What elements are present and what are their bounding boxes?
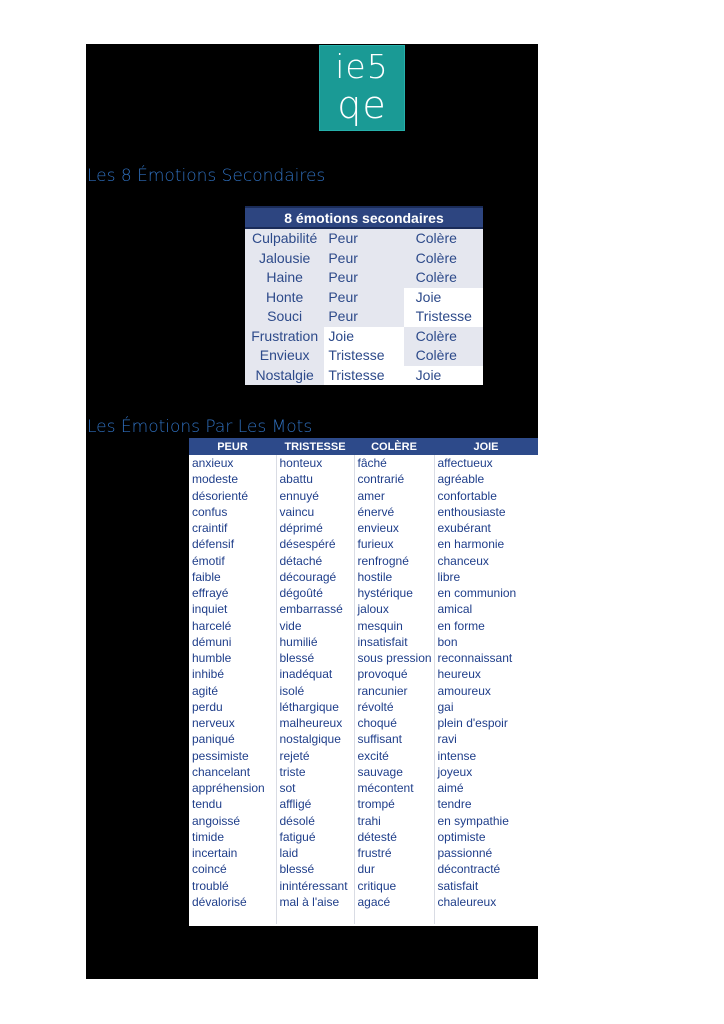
primary-emotion-cell: Colère (404, 249, 483, 269)
emotion-word-cell: tendre (434, 796, 538, 812)
table-row (189, 796, 538, 812)
empty-cell (276, 910, 354, 924)
emotion-word-cell: craintif (192, 521, 228, 536)
emotion-word-cell: critique (354, 878, 434, 894)
emotion-word-cell: sot (276, 780, 354, 796)
secondary-table-row (245, 268, 483, 288)
table-row (189, 520, 538, 536)
emotion-word-cell: jaloux (354, 601, 434, 617)
emotion-word-cell: dévalorisé (192, 894, 247, 909)
emotion-word-cell: intense (434, 748, 538, 764)
emotion-word-cell: appréhension (192, 781, 265, 796)
column-header: JOIE (434, 438, 538, 455)
emotion-word-cell: dégoûté (276, 585, 354, 601)
emotion-word-cell: blessé (276, 861, 354, 877)
table-row (189, 585, 538, 601)
emotion-word-cell: excité (354, 748, 434, 764)
emotion-word-cell: angoissé (192, 813, 241, 828)
emotion-word-cell: malheureux (276, 715, 354, 731)
emotion-word-cell: rejeté (276, 748, 354, 764)
primary-emotion-cell: Peur (324, 228, 403, 249)
emotion-word-cell: nostalgique (276, 731, 354, 747)
primary-emotion-cell: Tristesse (324, 366, 403, 386)
emotion-word-cell: désespéré (276, 536, 354, 552)
emotion-word-cell: mesquin (354, 618, 434, 634)
emotion-word-cell: paniqué (192, 732, 235, 747)
secondary-table-row (245, 228, 483, 249)
table-row (189, 536, 538, 552)
emotion-word-cell: décontracté (434, 861, 538, 877)
table-row (189, 878, 538, 894)
secondary-emotion-cell: Nostalgie (245, 366, 324, 386)
emotion-word-cell: laid (276, 845, 354, 861)
emotion-word-cell: gai (434, 699, 538, 715)
column-header: PEUR (189, 438, 276, 455)
emotion-word-cell: dur (354, 861, 434, 877)
emotion-word-cell: en communion (434, 585, 538, 601)
emotion-word-cell: blessé (276, 650, 354, 666)
emotion-word-cell: inhibé (192, 667, 225, 682)
secondary-emotion-cell: Frustration (245, 327, 324, 347)
secondary-table-row (245, 307, 483, 327)
emotion-word-cell: confortable (434, 488, 538, 504)
table-row (189, 894, 538, 910)
emotion-word-cell: joyeux (434, 764, 538, 780)
emotion-word-cell: sous pression (354, 650, 434, 666)
emotion-word-cell: contrarié (354, 471, 434, 487)
emotion-word-cell: trahi (354, 813, 434, 829)
emotion-word-cell: anxieux (192, 456, 234, 471)
primary-emotion-cell: Joie (404, 366, 483, 386)
emotion-word-cell: rancunier (354, 683, 434, 699)
table-row (189, 569, 538, 585)
emotion-word-cell: honteux (276, 455, 354, 471)
secondary-table-row (245, 249, 483, 269)
empty-row (189, 910, 538, 924)
emotion-word-cell: énervé (354, 504, 434, 520)
emotion-word-cell: suffisant (354, 731, 434, 747)
primary-emotion-cell: Colère (404, 228, 483, 249)
table-row (189, 764, 538, 780)
emotion-word-cell: faible (192, 569, 221, 584)
emotion-word-cell: passionné (434, 845, 538, 861)
emotion-word-cell: en forme (434, 618, 538, 634)
primary-emotion-cell: Colère (404, 346, 483, 366)
emotion-word-cell: affectueux (434, 455, 538, 471)
secondary-table-row (245, 327, 483, 347)
emotion-word-cell: furieux (354, 536, 434, 552)
emotion-words-table (189, 438, 538, 924)
logo-line-2: qe (337, 83, 387, 127)
emotion-word-cell: démuni (192, 634, 232, 649)
logo-line-1: ie5 (335, 47, 389, 86)
table-row (189, 748, 538, 764)
emotion-word-cell: timide (192, 829, 225, 844)
emotion-word-cell: effrayé (192, 586, 229, 601)
emotion-word-cell: nerveux (192, 716, 235, 731)
secondary-emotion-cell: Jalousie (245, 249, 324, 269)
emotion-word-cell: chancelant (192, 764, 251, 779)
emotion-word-cell: modeste (192, 472, 239, 487)
emotion-word-cell: libre (434, 569, 538, 585)
emotion-word-cell: ennuyé (276, 488, 354, 504)
emotion-word-cell: fatigué (276, 829, 354, 845)
emotion-word-cell: vaincu (276, 504, 354, 520)
table-row (189, 666, 538, 682)
table-row (189, 715, 538, 731)
primary-emotion-cell: Joie (324, 327, 403, 347)
emotion-word-cell: enthousiaste (434, 504, 538, 520)
column-header: TRISTESSE (276, 438, 354, 455)
emotion-word-cell: provoqué (354, 666, 434, 682)
emotion-word-cell: incertain (192, 846, 238, 861)
emotion-word-cell: détaché (276, 553, 354, 569)
primary-emotion-cell: Peur (324, 268, 403, 288)
secondary-emotions-heading: Les 8 Émotions Secondaires (87, 166, 326, 186)
emotion-word-cell: inadéquat (276, 666, 354, 682)
empty-cell (434, 910, 538, 924)
table-row (189, 731, 538, 747)
primary-emotion-cell: Colère (404, 327, 483, 347)
primary-emotion-cell: Colère (404, 268, 483, 288)
emotion-word-cell: affligé (276, 796, 354, 812)
emotion-word-cell: frustré (354, 845, 434, 861)
emotion-word-cell: mal à l'aise (276, 894, 354, 910)
emotion-word-cell: heureux (434, 666, 538, 682)
emotion-word-cell: tendu (192, 797, 223, 812)
emotion-word-cell: agacé (354, 894, 434, 910)
emotion-word-cell: amoureux (434, 683, 538, 699)
primary-emotion-cell: Tristesse (324, 346, 403, 366)
secondary-table-row (245, 288, 483, 308)
table-row (189, 780, 538, 796)
primary-emotion-cell: Peur (324, 307, 403, 327)
emotions-by-words-heading: Les Émotions Par Les Mots (87, 417, 313, 437)
emotion-word-cell: révolté (354, 699, 434, 715)
emotion-word-cell: détesté (354, 829, 434, 845)
secondary-emotions-table (245, 206, 483, 385)
emotion-word-cell: perdu (192, 699, 223, 714)
empty-cell (189, 910, 276, 924)
emotion-word-cell: coincé (192, 862, 227, 877)
secondary-emotion-cell: Envieux (245, 346, 324, 366)
emotion-word-cell: satisfait (434, 878, 538, 894)
emotion-word-cell: confus (192, 504, 228, 519)
emotion-word-cell: renfrogné (354, 553, 434, 569)
emotion-word-cell: hostile (354, 569, 434, 585)
table-row (189, 471, 538, 487)
emotion-word-cell: aimé (434, 780, 538, 796)
emotion-words-panel (189, 438, 538, 926)
table-row (189, 699, 538, 715)
table-row (189, 601, 538, 617)
emotion-word-cell: isolé (276, 683, 354, 699)
table-row (189, 861, 538, 877)
primary-emotion-cell: Tristesse (404, 307, 483, 327)
emotion-word-cell: amer (354, 488, 434, 504)
emotion-word-cell: humble (192, 651, 232, 666)
emotion-word-cell: agité (192, 683, 219, 698)
table-row (189, 553, 538, 569)
emotion-word-cell: sauvage (354, 764, 434, 780)
emotion-word-cell: amical (434, 601, 538, 617)
emotion-word-cell: troublé (192, 878, 229, 893)
emotion-word-cell: plein d'espoir (434, 715, 538, 731)
primary-emotion-cell: Peur (324, 288, 403, 308)
emotion-word-cell: pessimiste (192, 748, 249, 763)
emotion-word-cell: défensif (192, 537, 235, 552)
emotion-word-cell: reconnaissant (434, 650, 538, 666)
secondary-emotion-cell: Haine (245, 268, 324, 288)
emotion-word-cell: désorienté (192, 488, 249, 503)
secondary-emotion-cell: Culpabilité (245, 228, 324, 249)
secondary-emotion-cell: Honte (245, 288, 324, 308)
emotion-word-cell: hystérique (354, 585, 434, 601)
secondary-table-header: 8 émotions secondaires (245, 207, 483, 228)
table-row (189, 488, 538, 504)
secondary-table-row (245, 346, 483, 366)
emotion-word-cell: inintéressant (276, 878, 354, 894)
emotion-word-cell: désolé (276, 813, 354, 829)
table-row (189, 845, 538, 861)
emotion-word-cell: en sympathie (434, 813, 538, 829)
emotion-word-cell: chaleureux (434, 894, 538, 910)
secondary-table-row (245, 366, 483, 386)
table-row (189, 683, 538, 699)
empty-cell (354, 910, 434, 924)
emotion-word-cell: vide (276, 618, 354, 634)
emotion-word-cell: choqué (354, 715, 434, 731)
emotion-word-cell: trompé (354, 796, 434, 812)
emotion-word-cell: harcelé (192, 618, 232, 633)
emotion-word-cell: envieux (354, 520, 434, 536)
emotion-word-cell: inquiet (192, 602, 228, 617)
table-row (189, 650, 538, 666)
emotion-word-cell: léthargique (276, 699, 354, 715)
emotion-word-cell: optimiste (434, 829, 538, 845)
emotion-word-cell: abattu (276, 471, 354, 487)
emotion-word-cell: découragé (276, 569, 354, 585)
emotion-word-cell: triste (276, 764, 354, 780)
table-row (189, 829, 538, 845)
emotion-word-cell: humilié (276, 634, 354, 650)
emotion-word-cell: émotif (192, 553, 225, 568)
emotion-word-cell: ravi (434, 731, 538, 747)
primary-emotion-cell: Peur (324, 249, 403, 269)
emotion-word-cell: agréable (434, 471, 538, 487)
column-header: COLÈRE (354, 438, 434, 455)
table-row (189, 618, 538, 634)
table-row (189, 504, 538, 520)
emotion-word-cell: insatisfait (354, 634, 434, 650)
table-row (189, 634, 538, 650)
emotion-word-cell: bon (434, 634, 538, 650)
emotion-word-cell: embarrassé (276, 601, 354, 617)
emotion-word-cell: en harmonie (434, 536, 538, 552)
emotion-word-cell: déprimé (276, 520, 354, 536)
emotion-word-cell: chanceux (434, 553, 538, 569)
secondary-emotion-cell: Souci (245, 307, 324, 327)
emotion-word-cell: fâché (354, 455, 434, 471)
table-row (189, 813, 538, 829)
ie5qe-logo (319, 45, 405, 131)
primary-emotion-cell: Joie (404, 288, 483, 308)
table-row (189, 455, 538, 471)
emotion-word-cell: exubérant (434, 520, 538, 536)
emotion-word-cell: mécontent (354, 780, 434, 796)
